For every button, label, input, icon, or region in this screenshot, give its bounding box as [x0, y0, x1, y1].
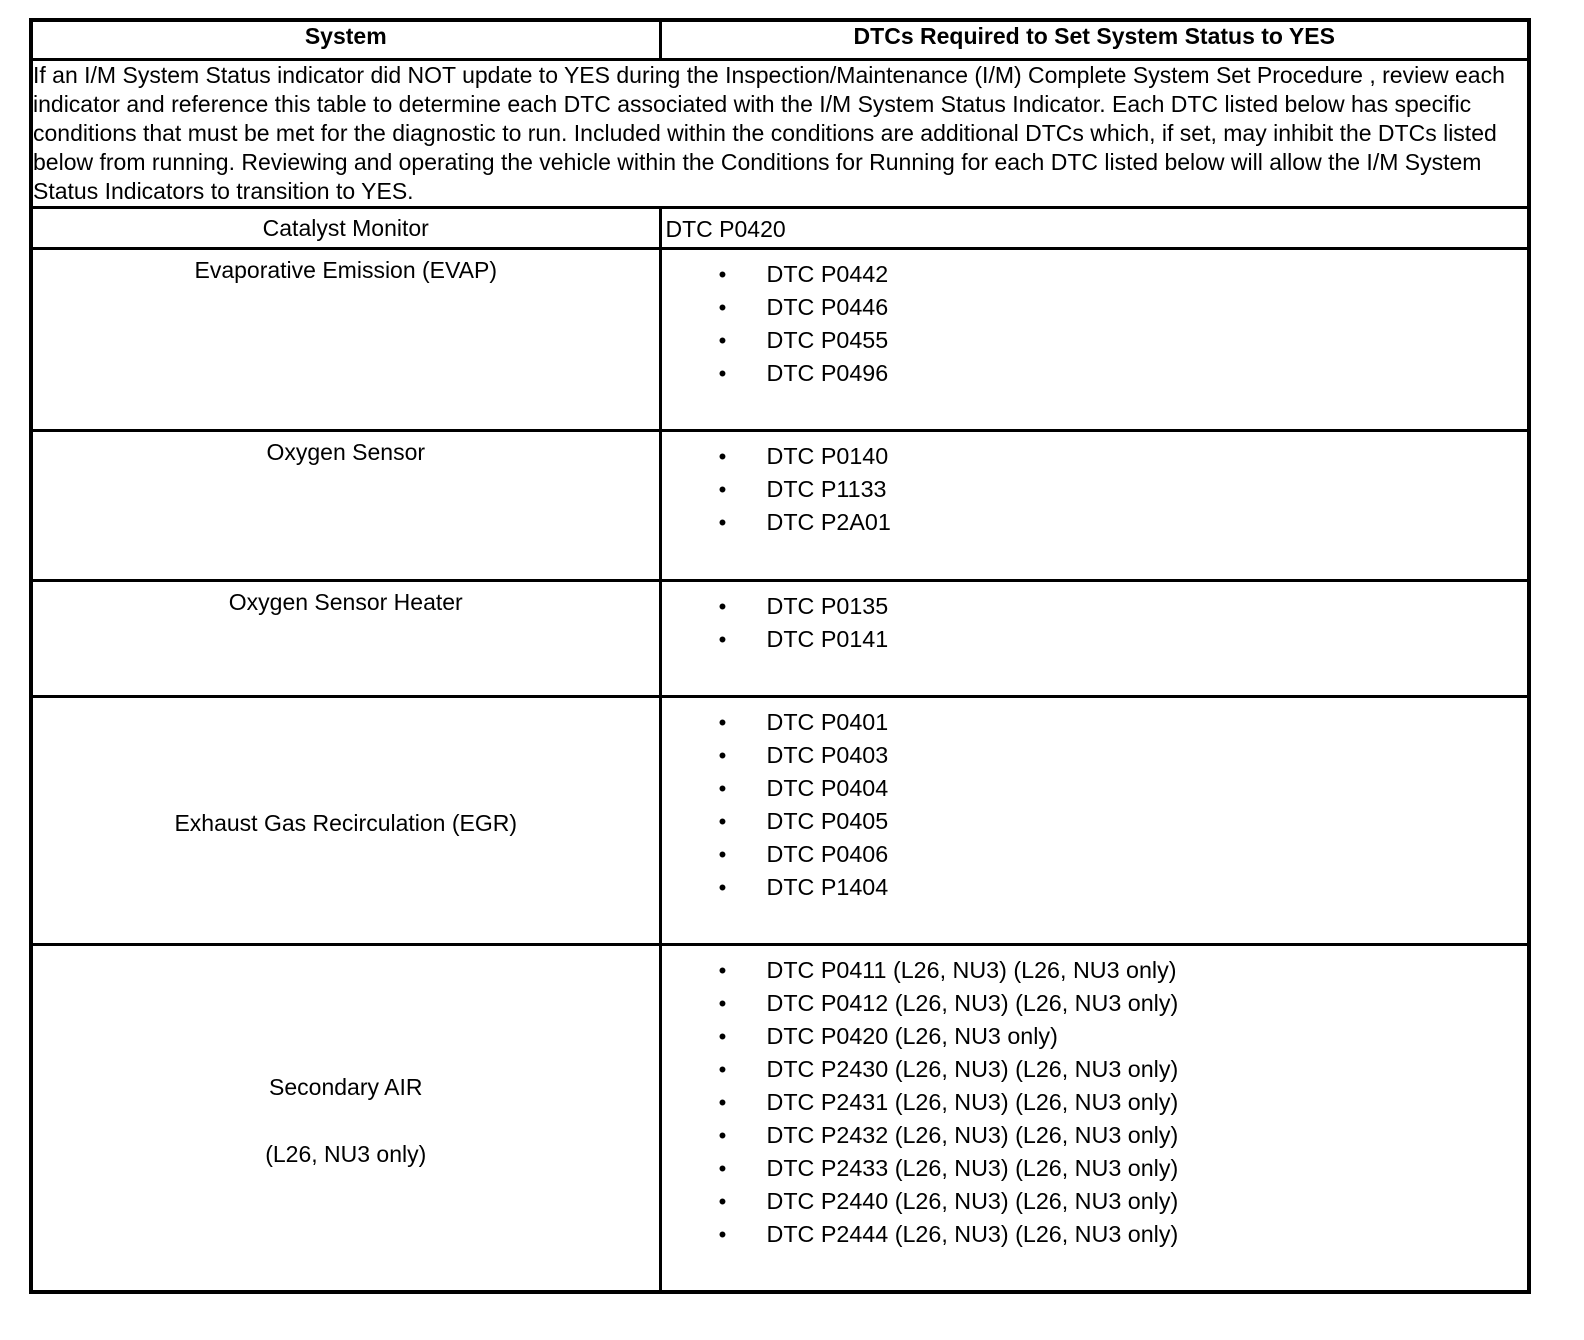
bullet-icon: •	[718, 295, 727, 320]
table-row	[31, 431, 1529, 581]
dtc-list-item	[662, 324, 1528, 357]
table-row	[31, 945, 1529, 1292]
dtc-list-item	[662, 623, 1528, 656]
dtc-code: DTC P1404	[766, 874, 889, 900]
dtc-list-item	[662, 357, 1528, 390]
table-header-row	[31, 20, 1529, 60]
dtc-list	[662, 698, 1528, 904]
dtc-list-item	[662, 291, 1528, 324]
dtc-list-item	[662, 739, 1528, 772]
bullet-icon: •	[718, 328, 727, 353]
dtc-code: DTC P0420 (L26, NU3 only)	[766, 1023, 1058, 1049]
system-cell	[31, 945, 660, 1292]
dtc-list-item	[662, 805, 1528, 838]
system-name: Oxygen Sensor Heater	[31, 581, 660, 697]
header-system: System	[31, 20, 660, 60]
dtc-code: DTC P2444 (L26, NU3) (L26, NU3 only)	[766, 1221, 1179, 1247]
table-row	[31, 249, 1529, 431]
bullet-icon: •	[718, 1222, 727, 1247]
table-row	[31, 697, 1529, 945]
dtc-code: DTC P0496	[766, 360, 889, 386]
bullet-icon: •	[718, 361, 727, 386]
system-name: Evaporative Emission (EVAP)	[31, 249, 660, 431]
dtc-code: DTC P0135	[766, 593, 889, 619]
dtc-code: DTC P0442	[766, 261, 889, 287]
bullet-icon: •	[718, 510, 727, 535]
dtc-code: DTC P2430 (L26, NU3) (L26, NU3 only)	[766, 1056, 1179, 1082]
bullet-icon: •	[718, 991, 727, 1016]
dtc-code: DTC P0404	[766, 775, 889, 801]
dtc-list-item	[662, 954, 1528, 987]
dtc-cell	[660, 697, 1529, 945]
dtc-code: DTC P0401	[766, 709, 889, 735]
bullet-icon: •	[718, 958, 727, 983]
dtc-list-item	[662, 1053, 1528, 1086]
bullet-icon: •	[718, 262, 727, 287]
dtc-list-item	[662, 1086, 1528, 1119]
dtc-code: DTC P0411 (L26, NU3) (L26, NU3 only)	[766, 957, 1177, 983]
system-name: Oxygen Sensor	[31, 431, 660, 581]
dtc-list	[662, 582, 1528, 656]
dtc-list-item	[662, 772, 1528, 805]
bullet-icon: •	[718, 594, 727, 619]
dtc-code: DTC P2433 (L26, NU3) (L26, NU3 only)	[766, 1155, 1179, 1181]
dtc-list-item	[662, 838, 1528, 871]
dtc-list-item	[662, 506, 1528, 539]
bullet-icon: •	[718, 743, 727, 768]
dtc-list	[662, 432, 1528, 539]
dtc-code: DTC P2A01	[766, 509, 891, 535]
bullet-icon: •	[718, 1024, 727, 1049]
bullet-icon: •	[718, 1057, 727, 1082]
dtc-code: DTC P0405	[766, 808, 889, 834]
bullet-icon: •	[718, 1090, 727, 1115]
dtc-cell	[660, 945, 1529, 1292]
dtc-cell	[660, 581, 1529, 697]
intro-row	[31, 60, 1529, 208]
header-dtcs: DTCs Required to Set System Status to YES	[660, 20, 1529, 60]
bullet-icon: •	[718, 809, 727, 834]
bullet-icon: •	[718, 842, 727, 867]
dtc-code: DTC P2431 (L26, NU3) (L26, NU3 only)	[766, 1089, 1179, 1115]
dtc-value: DTC P0420	[660, 208, 1529, 249]
dtc-code: DTC P0406	[766, 841, 889, 867]
system-name: Catalyst Monitor	[31, 208, 660, 249]
dtc-list-item	[662, 1020, 1528, 1053]
dtc-cell	[660, 431, 1529, 581]
dtc-list	[662, 250, 1528, 390]
dtc-list-item	[662, 258, 1528, 291]
dtc-code: DTC P0455	[766, 327, 889, 353]
table-row	[31, 208, 1529, 249]
table-row	[31, 581, 1529, 697]
dtc-list-item	[662, 987, 1528, 1020]
bullet-icon: •	[718, 1123, 727, 1148]
dtc-code: DTC P0140	[766, 443, 889, 469]
dtc-list-item	[662, 706, 1528, 739]
bullet-icon: •	[718, 776, 727, 801]
bullet-icon: •	[718, 477, 727, 502]
dtc-list-item	[662, 1218, 1528, 1251]
system-note: (L26, NU3 only)	[265, 1140, 427, 1167]
bullet-icon: •	[718, 627, 727, 652]
system-name: Exhaust Gas Recirculation (EGR)	[31, 697, 660, 945]
dtc-code: DTC P0412 (L26, NU3) (L26, NU3 only)	[766, 990, 1179, 1016]
bullet-icon: •	[718, 1156, 727, 1181]
dtc-list-item	[662, 590, 1528, 623]
dtc-list	[662, 946, 1528, 1251]
bullet-icon: •	[718, 1189, 727, 1214]
bullet-icon: •	[718, 875, 727, 900]
dtc-list-item	[662, 440, 1528, 473]
dtc-cell	[660, 249, 1529, 431]
intro-text: If an I/M System Status indicator did NOT update to YES during the Inspection/Maintenance (I/M) Complete System Set Procedure , review each indicator and reference this table to determine each DTC associated with the I/M System Status Indicator. Each DTC listed below has specific conditions that must be met for the diagnostic to run. Included within the conditions are additional DTCs which, if set, may inhibit the DTCs listed below from running. Reviewing and operating the vehicle within the Conditions for Running for each DTC listed below will allow the I/M System Status Indicators to transition to YES.	[31, 60, 1529, 208]
dtc-list-item	[662, 1119, 1528, 1152]
dtc-list-item	[662, 1185, 1528, 1218]
dtc-list-item	[662, 1152, 1528, 1185]
bullet-icon: •	[718, 444, 727, 469]
dtc-code: DTC P2440 (L26, NU3) (L26, NU3 only)	[766, 1188, 1179, 1214]
dtc-code: DTC P2432 (L26, NU3) (L26, NU3 only)	[766, 1122, 1179, 1148]
dtc-system-table	[29, 18, 1531, 1294]
system-name: Secondary AIR	[269, 1073, 423, 1100]
dtc-code: DTC P0141	[766, 626, 889, 652]
dtc-code: DTC P1133	[766, 476, 887, 502]
bullet-icon: •	[718, 710, 727, 735]
dtc-list-item	[662, 473, 1528, 506]
dtc-list-item	[662, 871, 1528, 904]
dtc-code: DTC P0446	[766, 294, 889, 320]
dtc-code: DTC P0403	[766, 742, 889, 768]
